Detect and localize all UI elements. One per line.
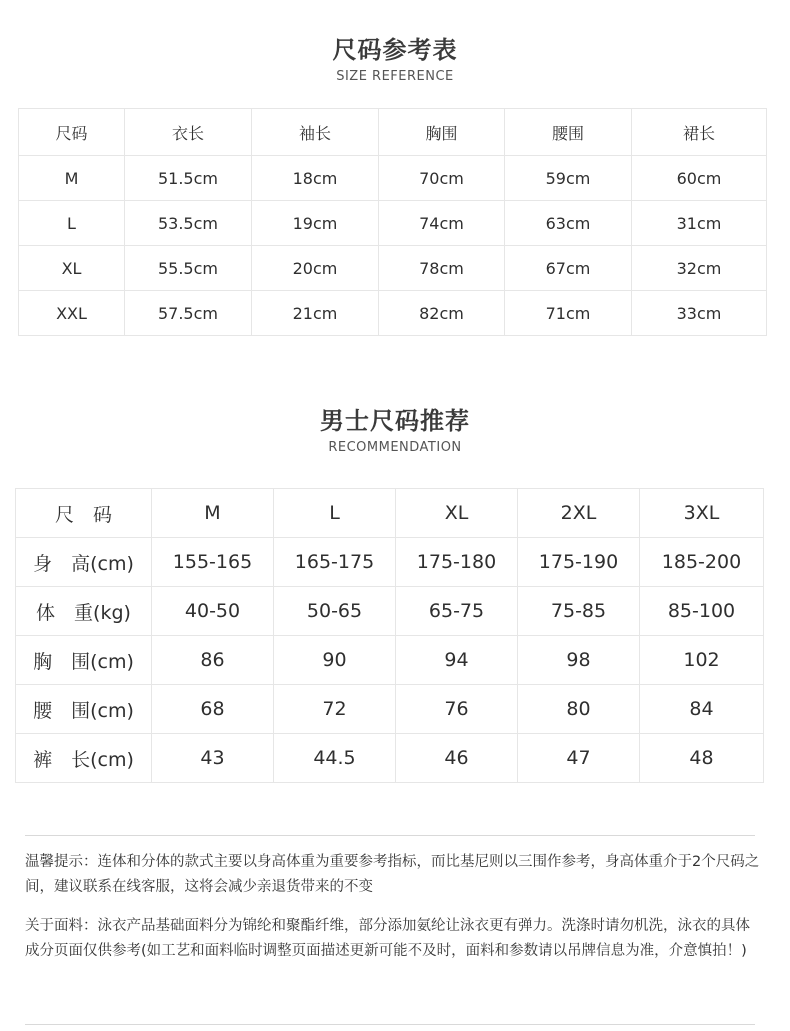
table-cell: 63cm (505, 201, 632, 246)
table-cell: 19cm (252, 201, 379, 246)
table-cell: 175-190 (518, 538, 640, 587)
table-cell: 40-50 (152, 587, 274, 636)
table-cell: 75-85 (518, 587, 640, 636)
table-cell: 55.5cm (125, 246, 252, 291)
divider-bottom (25, 1024, 755, 1025)
row-label-cell: 腰 围(cm) (16, 685, 152, 734)
table-cell: 94 (396, 636, 518, 685)
table-header-cell: 腰围 (505, 109, 632, 156)
table-cell: 47 (518, 734, 640, 783)
table-cell: 98 (518, 636, 640, 685)
table-cell: 33cm (632, 291, 767, 336)
table-header-cell: 尺码 (19, 109, 125, 156)
table-cell: 80 (518, 685, 640, 734)
table-cell: 165-175 (274, 538, 396, 587)
table-header-cell: 3XL (640, 489, 764, 538)
size-recommendation-table (15, 488, 764, 783)
table-cell: 32cm (632, 246, 767, 291)
row-label-cell: XL (19, 246, 125, 291)
table-header-cell: M (152, 489, 274, 538)
table-header-cell: 胸围 (379, 109, 505, 156)
row-label-cell: 裤 长(cm) (16, 734, 152, 783)
table-header-cell: 裙长 (632, 109, 767, 156)
table-cell: 57.5cm (125, 291, 252, 336)
table-cell: 86 (152, 636, 274, 685)
table-row (16, 685, 764, 734)
table-row (19, 246, 767, 291)
table-cell: 185-200 (640, 538, 764, 587)
size-reference-heading (0, 30, 790, 84)
size-reference-subtitle: SIZE REFERENCE (336, 69, 454, 84)
table-header-row (19, 109, 767, 156)
table-header-cell: 2XL (518, 489, 640, 538)
table-cell: 72 (274, 685, 396, 734)
table-cell: 60cm (632, 156, 767, 201)
table-cell: 53.5cm (125, 201, 252, 246)
size-reference-title: 尺码参考表 (332, 36, 458, 64)
table-row (16, 538, 764, 587)
table-cell: 50-65 (274, 587, 396, 636)
table-cell: 20cm (252, 246, 379, 291)
table-cell: 51.5cm (125, 156, 252, 201)
table-cell: 48 (640, 734, 764, 783)
table-cell: 76 (396, 685, 518, 734)
table-cell: 71cm (505, 291, 632, 336)
table-row (19, 156, 767, 201)
table-cell: 67cm (505, 246, 632, 291)
table-cell: 65-75 (396, 587, 518, 636)
table-cell: 74cm (379, 201, 505, 246)
table-row (16, 734, 764, 783)
row-label-cell: M (19, 156, 125, 201)
table-cell: 70cm (379, 156, 505, 201)
table-header-cell: 尺 码 (16, 489, 152, 538)
table-cell: 155-165 (152, 538, 274, 587)
table-cell: 85-100 (640, 587, 764, 636)
row-label-cell: L (19, 201, 125, 246)
table-cell: 31cm (632, 201, 767, 246)
table-cell: 82cm (379, 291, 505, 336)
size-tip-notice: 温馨提示：连体和分体的款式主要以身高体重为重要参考指标，而比基尼则以三围作参考，身高体重介于2个尺码之间，建议联系在线客服，这将会减少亲退货带来的不变 (25, 854, 760, 895)
row-label-cell: 身 高(cm) (16, 538, 152, 587)
table-cell: 43 (152, 734, 274, 783)
table-row (19, 201, 767, 246)
fabric-notice: 关于面料：泳衣产品基础面料分为锦纶和聚酯纤维，部分添加氨纶让泳衣更有弹力。洗涤时请勿机洗，泳衣的具体成分页面仅供参考(如工艺和面料临时调整页面描述更新可能不及时，面料和参数请以吊牌信息为准，介意慎拍！) (25, 918, 750, 959)
table-cell: 175-180 (396, 538, 518, 587)
table-cell: 44.5 (274, 734, 396, 783)
table-header-cell: XL (396, 489, 518, 538)
recommendation-heading (0, 401, 790, 455)
table-cell: 102 (640, 636, 764, 685)
table-row (19, 291, 767, 336)
size-reference-table (18, 108, 767, 336)
divider-top (25, 835, 755, 836)
table-header-row (16, 489, 764, 538)
table-cell: 90 (274, 636, 396, 685)
table-cell: 46 (396, 734, 518, 783)
table-row (16, 636, 764, 685)
row-label-cell: 体 重(kg) (16, 587, 152, 636)
table-header-cell: L (274, 489, 396, 538)
table-cell: 18cm (252, 156, 379, 201)
table-cell: 59cm (505, 156, 632, 201)
table-cell: 78cm (379, 246, 505, 291)
table-header-cell: 袖长 (252, 109, 379, 156)
row-label-cell: XXL (19, 291, 125, 336)
recommendation-subtitle: RECOMMENDATION (328, 440, 462, 455)
recommendation-title: 男士尺码推荐 (320, 407, 470, 435)
table-cell: 68 (152, 685, 274, 734)
table-row (16, 587, 764, 636)
table-header-cell: 衣长 (125, 109, 252, 156)
row-label-cell: 胸 围(cm) (16, 636, 152, 685)
table-cell: 21cm (252, 291, 379, 336)
table-cell: 84 (640, 685, 764, 734)
